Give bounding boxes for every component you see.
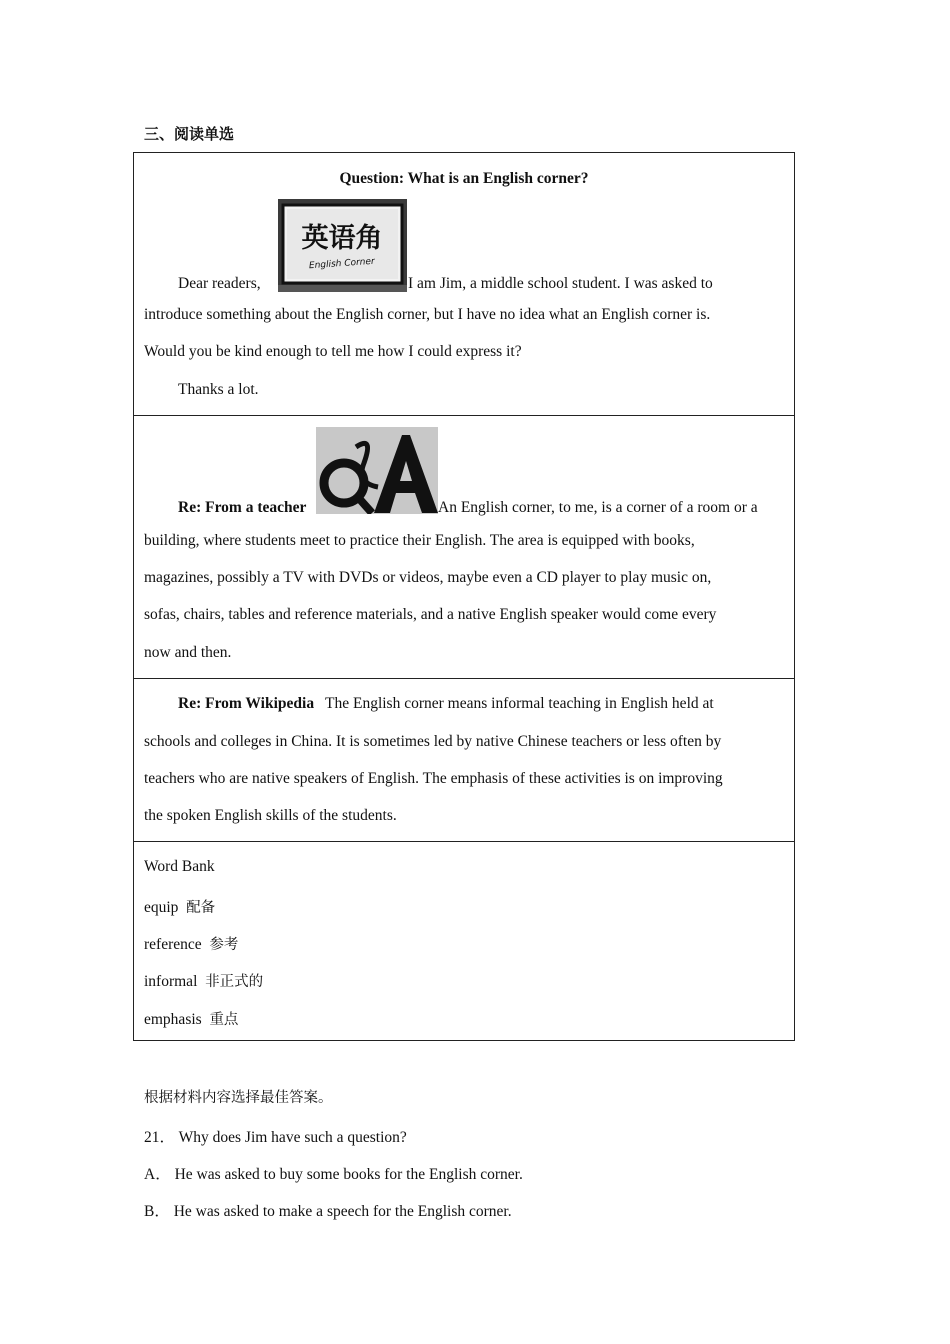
reading-passage-table xyxy=(133,152,795,1041)
option-text: He was asked to buy some books for the English corner. xyxy=(174,1166,523,1183)
option-label: A． xyxy=(144,1166,171,1183)
question-stem xyxy=(144,1125,407,1147)
word-bank-title: Word Bank xyxy=(144,858,215,875)
question-title: Question: What is an English corner? xyxy=(339,170,589,187)
instruction-text: 根据材料内容选择最佳答案。 xyxy=(144,1090,333,1106)
passage-line: teachers who are native speakers of English. The emphasis of these activities is on improving xyxy=(144,770,723,787)
closing-text: Thanks a lot. xyxy=(178,381,259,398)
question-cell xyxy=(134,153,794,416)
wikipedia-reply-heading: Re: From Wikipedia xyxy=(178,695,315,712)
sign-chinese-text: 英语角 xyxy=(301,223,383,254)
word-bank-item: reference 参考 xyxy=(144,936,239,953)
question-number: 21． xyxy=(144,1129,176,1146)
passage-line: I am Jim, a middle school student. I was asked to xyxy=(408,275,713,292)
passage-line: sofas, chairs, tables and reference materials, and a native English speaker would come every xyxy=(144,606,717,623)
passage-line: magazines, possibly a TV with DVDs or videos, maybe even a CD player to play music on, xyxy=(144,569,712,586)
wikipedia-reply-cell xyxy=(134,679,794,842)
passage-line: now and then. xyxy=(144,644,232,661)
greeting-text: Dear readers, xyxy=(178,275,261,292)
english-corner-sign-image xyxy=(278,199,407,292)
word-bank-item: informal 非正式的 xyxy=(144,973,264,990)
word-bank-cell xyxy=(134,842,794,1040)
teacher-reply-cell xyxy=(134,416,794,679)
option-label: B． xyxy=(144,1203,170,1220)
teacher-reply-heading: Re: From a teacher xyxy=(178,499,307,516)
option-a[interactable] xyxy=(144,1162,523,1184)
passage-line: schools and colleges in China. It is sometimes led by native Chinese teachers or less often by xyxy=(144,733,722,750)
option-b[interactable] xyxy=(144,1199,512,1221)
passage-line: introduce something about the English corner, but I have no idea what an English corner is. xyxy=(144,306,711,323)
passage-line: The English corner means informal teaching in English held at xyxy=(325,695,714,712)
passage-line: building, where students meet to practice their English. The area is equipped with books, xyxy=(144,532,695,549)
option-text: He was asked to make a speech for the English corner. xyxy=(173,1203,512,1220)
section-title: 三、阅读单选 xyxy=(144,125,235,143)
word-bank-item: emphasis 重点 xyxy=(144,1011,239,1028)
passage-line: the spoken English skills of the students. xyxy=(144,807,397,824)
sign-english-text: English Corner xyxy=(308,256,376,272)
word-bank-item: equip 配备 xyxy=(144,899,216,916)
qa-logo-image xyxy=(316,427,438,514)
passage-line: An English corner, to me, is a corner of a room or a xyxy=(438,499,758,516)
passage-line: Would you be kind enough to tell me how I could express it? xyxy=(144,343,522,360)
question-text: Why does Jim have such a question? xyxy=(178,1129,407,1146)
